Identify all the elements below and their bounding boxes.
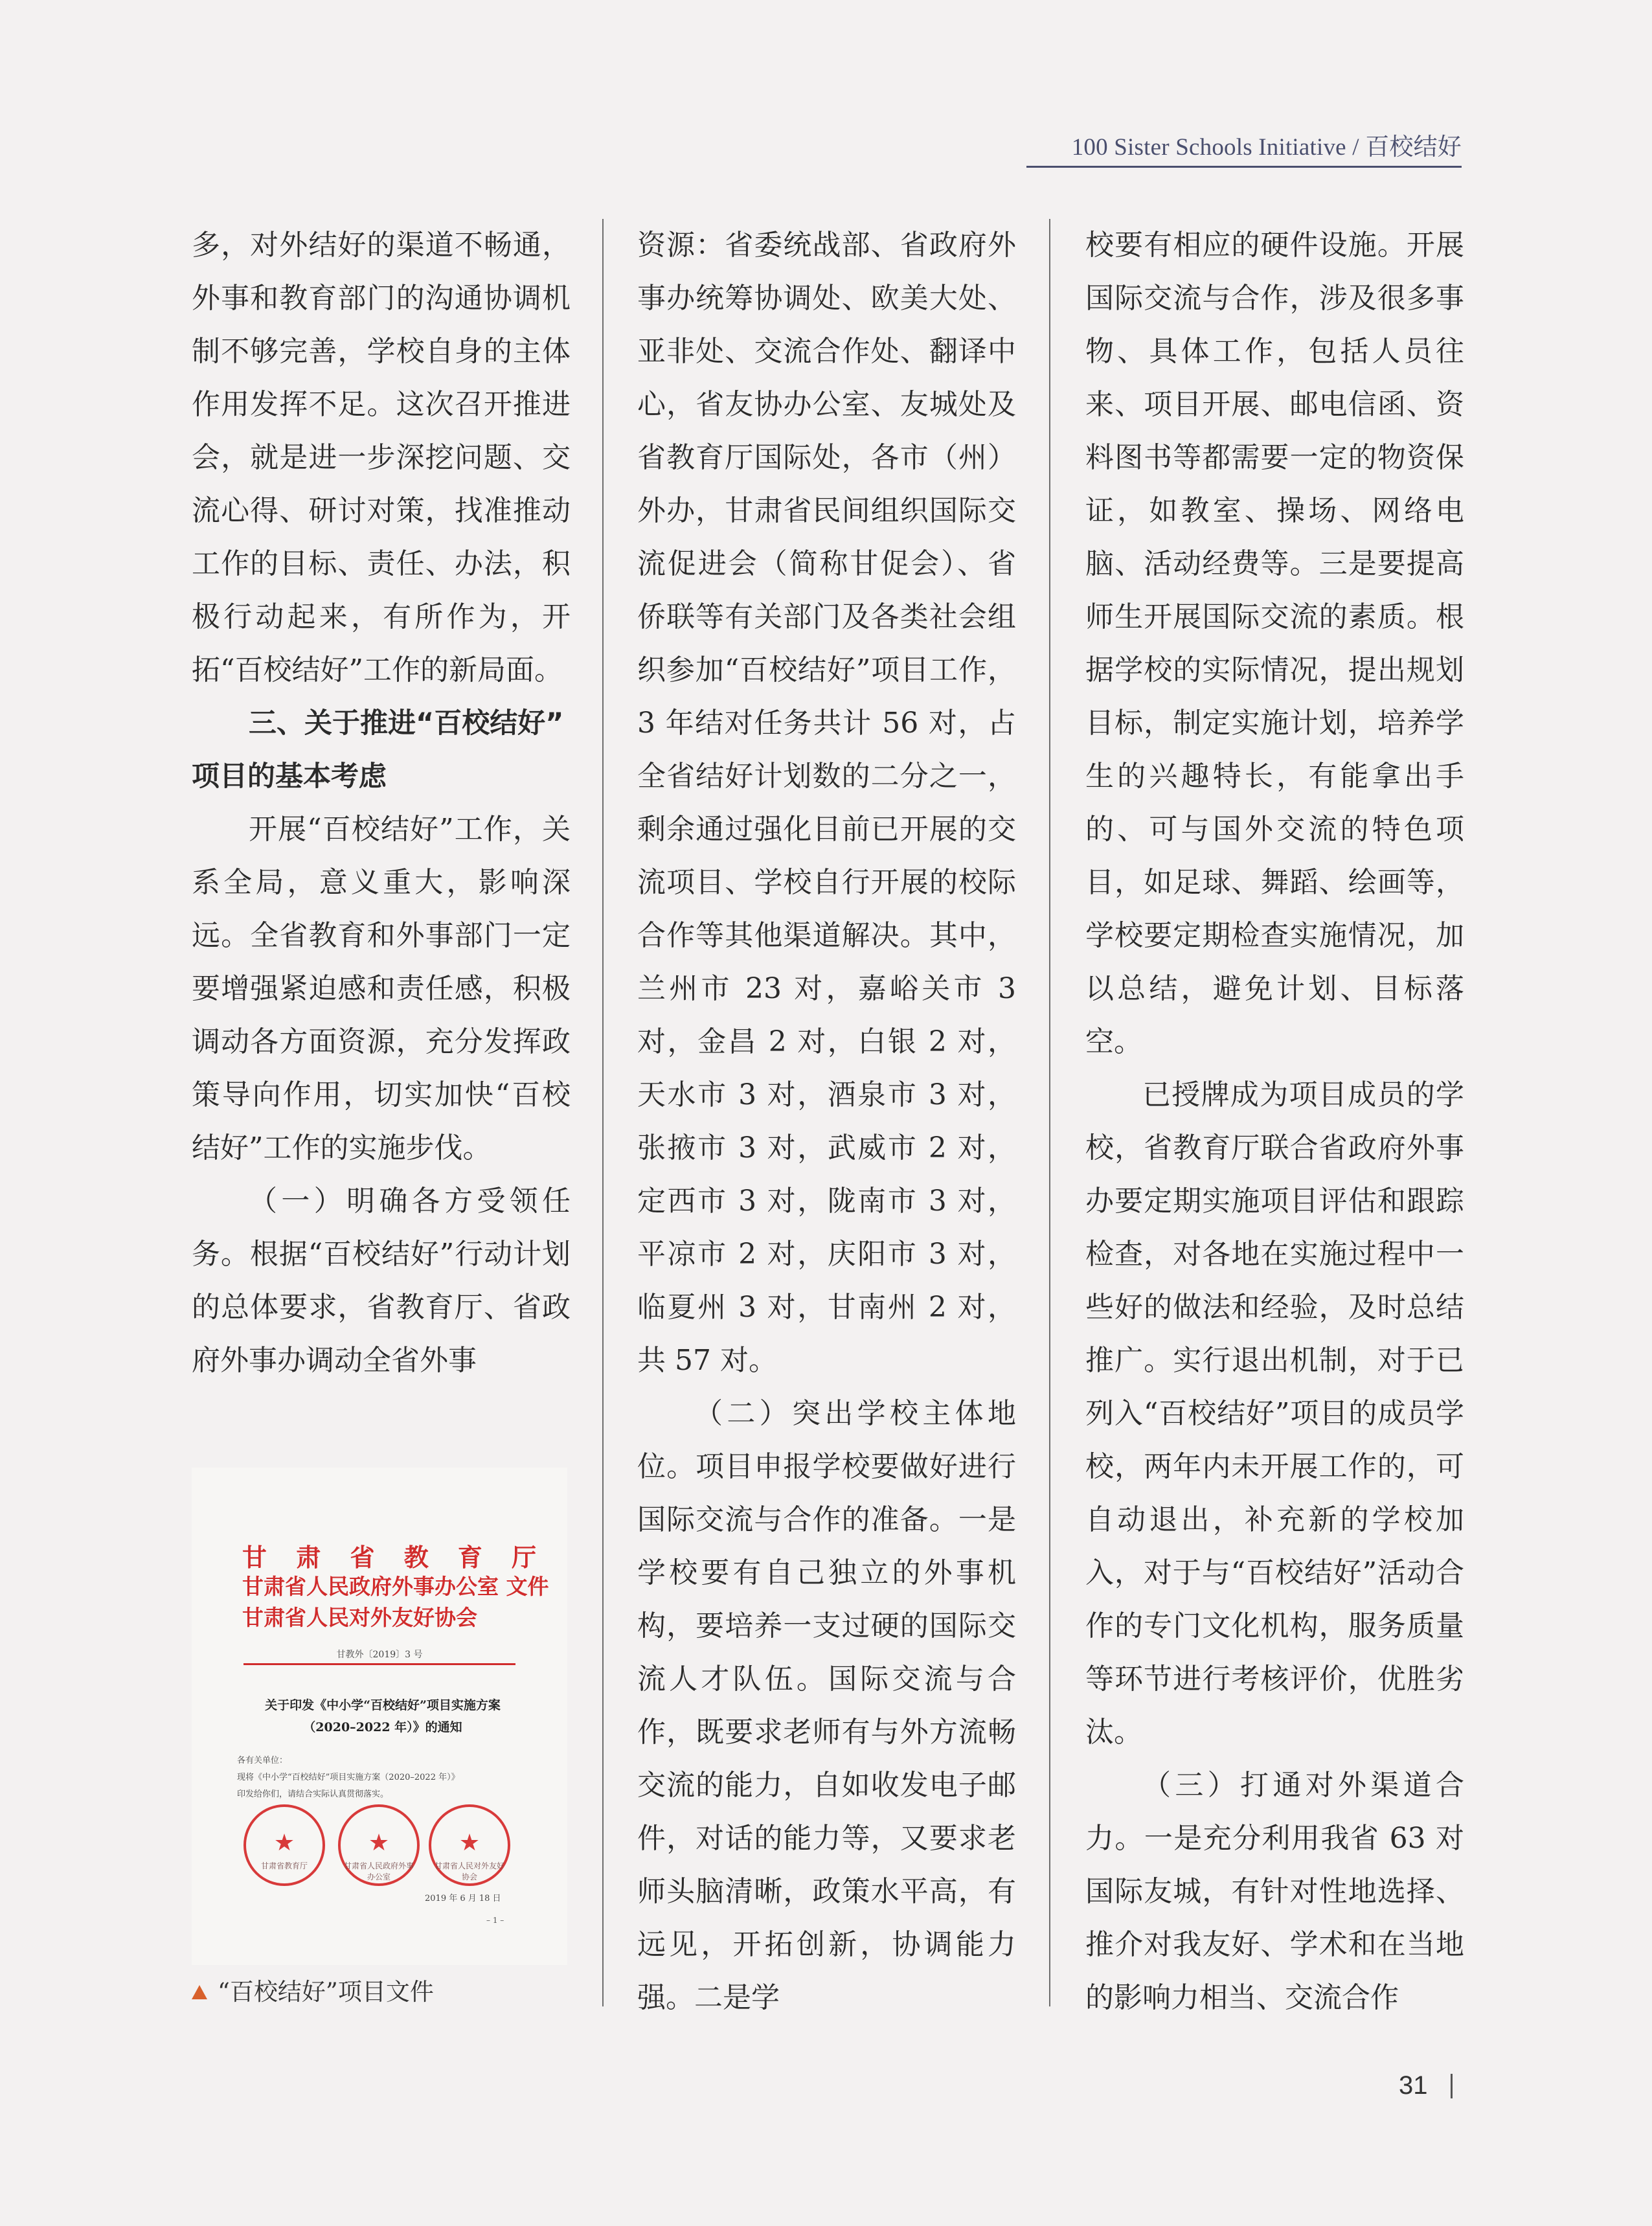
- document-title-line: （2020–2022 年）》的通知: [303, 1720, 462, 1734]
- figure-caption: [192, 1974, 574, 2010]
- seal-text: 甘肃省教育厅: [260, 1861, 308, 1870]
- document-number: 甘教外〔2019〕3 号: [336, 1650, 423, 1660]
- document-body-line: 印发给你们，请结合实际认真贯彻落实。: [237, 1789, 389, 1799]
- seal-text: 甘肃省人民对外友好协会: [434, 1861, 504, 1881]
- page-number-bar: [1451, 2074, 1453, 2098]
- column-divider: [1049, 219, 1050, 2006]
- paragraph: （二）突出学校主体地位。项目申报学校要做好进行国际交流与合作的准备。一是学校要有自己独立的外事机构，要培养一支过硬的国际交流人才队伍。国际交流与合作，既要求老师有与外方流畅交流的能力，自如收发电子邮件，对话的能力等，又要求老师头脑清晰，政策水平高，有远见，开拓创新，协调能力强。二是学: [637, 1397, 1016, 2014]
- page-number: 31: [1399, 2071, 1428, 2100]
- paragraph: 校要有相应的硬件设施。开展国际交流与合作，涉及很多事物、具体工作，包括人员往来、项目开展、邮电信函、资料图书等都需要一定的物资保证，如教室、操场、网络电脑、活动经费等。三是要提高师生开展国际交流的素质。根据学校的实际情况，提出规划目标，制定实施计划，培养学生的兴趣特长，有能拿出手的、可与国外交流的特色项目，如足球、舞蹈、绘画等，学校要定期检查实施情况，加以总结，避免计划、目标落空。: [1085, 229, 1464, 1058]
- red-divider: [243, 1663, 515, 1665]
- issuer-line: 甘肃省人民政府外事办公室 文件: [242, 1574, 549, 1599]
- running-header: 100 Sister Schools Initiative / 百校结好: [1071, 134, 1462, 161]
- column-right: [1085, 219, 1464, 2025]
- document-body-line: 各有关单位：: [237, 1756, 288, 1766]
- document-body-line: 现将《中小学“百校结好”项目实施方案（2020–2022 年）》: [237, 1773, 460, 1782]
- caption-text: “百校结好”项目文件: [218, 1978, 434, 2006]
- document-page-number: – 1 –: [486, 1916, 504, 1925]
- paragraph: （三）打通对外渠道合力。一是充分利用我省 63 对国际友城，有针对性地选择、推介对我友好、学术和在当地的影响力相当、交流合作: [1085, 1769, 1464, 2014]
- official-seal: [429, 1804, 510, 1886]
- issuer-line: 甘肃省人民对外友好协会: [242, 1605, 477, 1630]
- section-heading: 三、关于推进“百校结好”: [249, 707, 564, 740]
- paragraph: 开展“百校结好”工作，关系全局，意义重大，影响深远。全省教育和外事部门一定要增强紧迫感和责任感，积极调动各方面资源，充分发挥政策导向作用，切实加快“百校结好”工作的实施步伐。: [192, 813, 571, 1164]
- signing-date: 2019 年 6 月 18 日: [425, 1894, 501, 1903]
- triangle-marker-icon: [192, 1985, 207, 1999]
- paragraph: 多，对外结好的渠道不畅通，外事和教育部门的沟通协调机制不够完善，学校自身的主体作用发挥不足。这次召开推进会，就是进一步深挖问题、交流心得、研讨对策，找准推动工作的目标、责任、办法，积极行动起来，有所作为，开拓“百校结好”工作的新局面。: [192, 229, 571, 687]
- document-photo: [192, 1468, 567, 1965]
- star-icon: ★: [273, 1830, 295, 1856]
- star-icon: ★: [458, 1830, 481, 1856]
- document-title: [231, 1694, 535, 1738]
- paragraph: 已授牌成为项目成员的学校，省教育厅联合省政府外事办要定期实施项目评估和跟踪检查，对各地在实施过程中一些好的做法和经验，及时总结推广。实行退出机制，对于已列入“百校结好”项目的成员学校，两年内未开展工作的，可自动退出，补充新的学校加入，对于与“百校结好”活动合作的专门文化机构，服务质量等环节进行考核评价，优胜劣汰。: [1085, 1078, 1464, 1749]
- header-rule: [1026, 166, 1462, 168]
- paragraph: （一）明确各方受领任务。根据“百校结好”行动计划的总体要求，省教育厅、省政府外事办调动全省外事: [192, 1185, 571, 1377]
- column-middle: [637, 219, 1016, 2025]
- paragraph: 资源：省委统战部、省政府外事办统筹协调处、欧美大处、亚非处、交流合作处、翻译中心，省友协办公室、友城处及省教育厅国际处，各市（州）外办，甘肃省民间组织国际交流促进会（简称甘促会）、省侨联等有关部门及各类社会组织参加“百校结好”项目工作，3 年结对任务共计 56 对，占全省结好计划数的二分之一，剩余通过强化目前已开展的交流项目、学校自行开展的校际合作等其他渠道解决。其中，兰州市 23 对，嘉峪关市 3 对，金昌 2 对，白银 2 对，天水市 3 对，酒泉市 3 对，张掖市 3 对，武威市 2 对，定西市 3 对，陇南市 3 对，平凉市 2 对，庆阳市 3 对，临夏州 3 对，甘南州 2 对，共 57 对。: [637, 229, 1016, 1377]
- official-seal: [243, 1804, 325, 1886]
- star-icon: ★: [368, 1830, 390, 1856]
- document-body: [237, 1753, 522, 1803]
- column-divider: [602, 219, 604, 2006]
- section-heading-cont: 项目的基本考虑: [192, 760, 387, 793]
- seal-text: 甘肃省人民政府外事办公室: [343, 1861, 414, 1881]
- official-seal: [338, 1804, 420, 1886]
- column-left: [192, 219, 571, 1387]
- document-title-line: 关于印发《中小学“百校结好”项目实施方案: [265, 1698, 501, 1712]
- issuer-line: 甘 肃 省 教 育 厅: [242, 1543, 547, 1572]
